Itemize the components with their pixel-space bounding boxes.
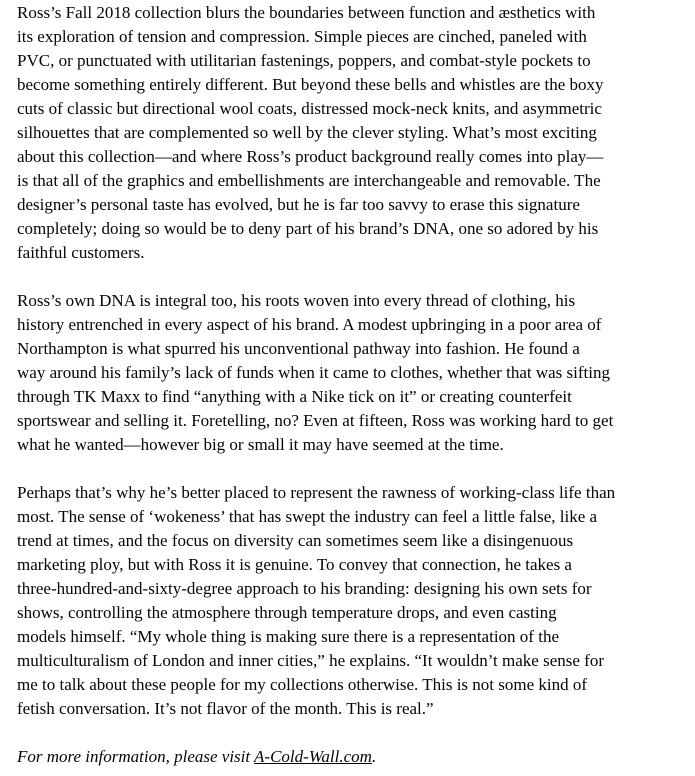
paragraph-line: three-hundred-and-sixty-degree approach to his branding: designing his own sets for (17, 579, 592, 598)
paragraph-line: its exploration of tension and compression. Simple pieces are cinched, paneled with (17, 27, 587, 46)
footer-text: For more information, please visit (17, 747, 255, 766)
paragraph (17, 481, 681, 721)
paragraph-line: what he wanted—however big or small it may have seemed at the time. (17, 435, 504, 454)
paragraph-line: way around his family’s lack of funds when it came to clothes, whether that was sifting (17, 363, 610, 382)
paragraph-line: sportswear and selling it. Foretelling, no? Even at fifteen, Ross was working hard to get (17, 411, 614, 430)
paragraph-line: models himself. “My whole thing is making sure there is a representation of the (17, 627, 559, 646)
paragraph-line: designer’s personal taste has evolved, but he is far too savvy to erase this signature (17, 195, 580, 214)
paragraph-line: me to talk about these people for my collections otherwise. This is not some kind of (17, 675, 588, 694)
paragraph-line: most. The sense of ‘wokeness’ that has swept the industry can feel a little false, like a (17, 507, 598, 526)
paragraph-line: is that all of the graphics and embellishments are interchangeable and removable. The (17, 171, 601, 190)
footer-suffix: . (371, 747, 377, 766)
paragraph-line: history entrenched in every aspect of his brand. A modest upbringing in a poor area of (17, 315, 602, 334)
paragraph-line: fetish conversation. It’s not flavor of the month. This is real.” (17, 699, 434, 718)
paragraph-line: completely; doing so would be to deny part of his brand’s DNA, one so adored by his (17, 219, 599, 238)
paragraph-line: marketing ploy, but with Ross it is genuine. To convey that connection, he takes a (17, 555, 572, 574)
paragraph-line: Perhaps that’s why he’s better placed to represent the rawness of working-class life than (17, 483, 616, 502)
paragraph (17, 289, 681, 457)
paragraph-line: PVC, or punctuated with utilitarian fastenings, poppers, and combat-style pockets to (17, 51, 591, 70)
paragraph (17, 1, 681, 265)
paragraph-line: silhouettes that are complemented so well by the clever styling. What’s most exciting (17, 123, 597, 142)
paragraph-line: about this collection—and where Ross’s product background really comes into play— (17, 147, 604, 166)
paragraph-line: shows, controlling the atmosphere through temperature drops, and even casting (17, 603, 557, 622)
paragraph-line: cuts of classic but directional wool coats, distressed mock-neck knits, and asymmetric (17, 99, 602, 118)
a-cold-wall-link[interactable]: A-Cold-Wall.com (254, 747, 372, 766)
footer-line (17, 745, 681, 769)
paragraph-line: Ross’s own DNA is integral too, his roots woven into every thread of clothing, his (17, 291, 576, 310)
paragraph-line: Northampton is what spurred his unconventional pathway into fashion. He found a (17, 339, 580, 358)
paragraph-line: faithful customers. (17, 243, 145, 262)
paragraph-line: through TK Maxx to find “anything with a Nike tick on it” or creating counterfeit (17, 387, 572, 406)
paragraph-line: become something entirely different. But beyond these bells and whistles are the boxy (17, 75, 604, 94)
paragraph-line: multiculturalism of London and inner cities,” he explains. “It wouldn’t make sense for (17, 651, 604, 670)
paragraph-line: Ross’s Fall 2018 collection blurs the boundaries between function and æsthetics with (17, 3, 596, 22)
paragraph-line: trend at times, and the focus on diversity can sometimes seem like a disingenuous (17, 531, 574, 550)
